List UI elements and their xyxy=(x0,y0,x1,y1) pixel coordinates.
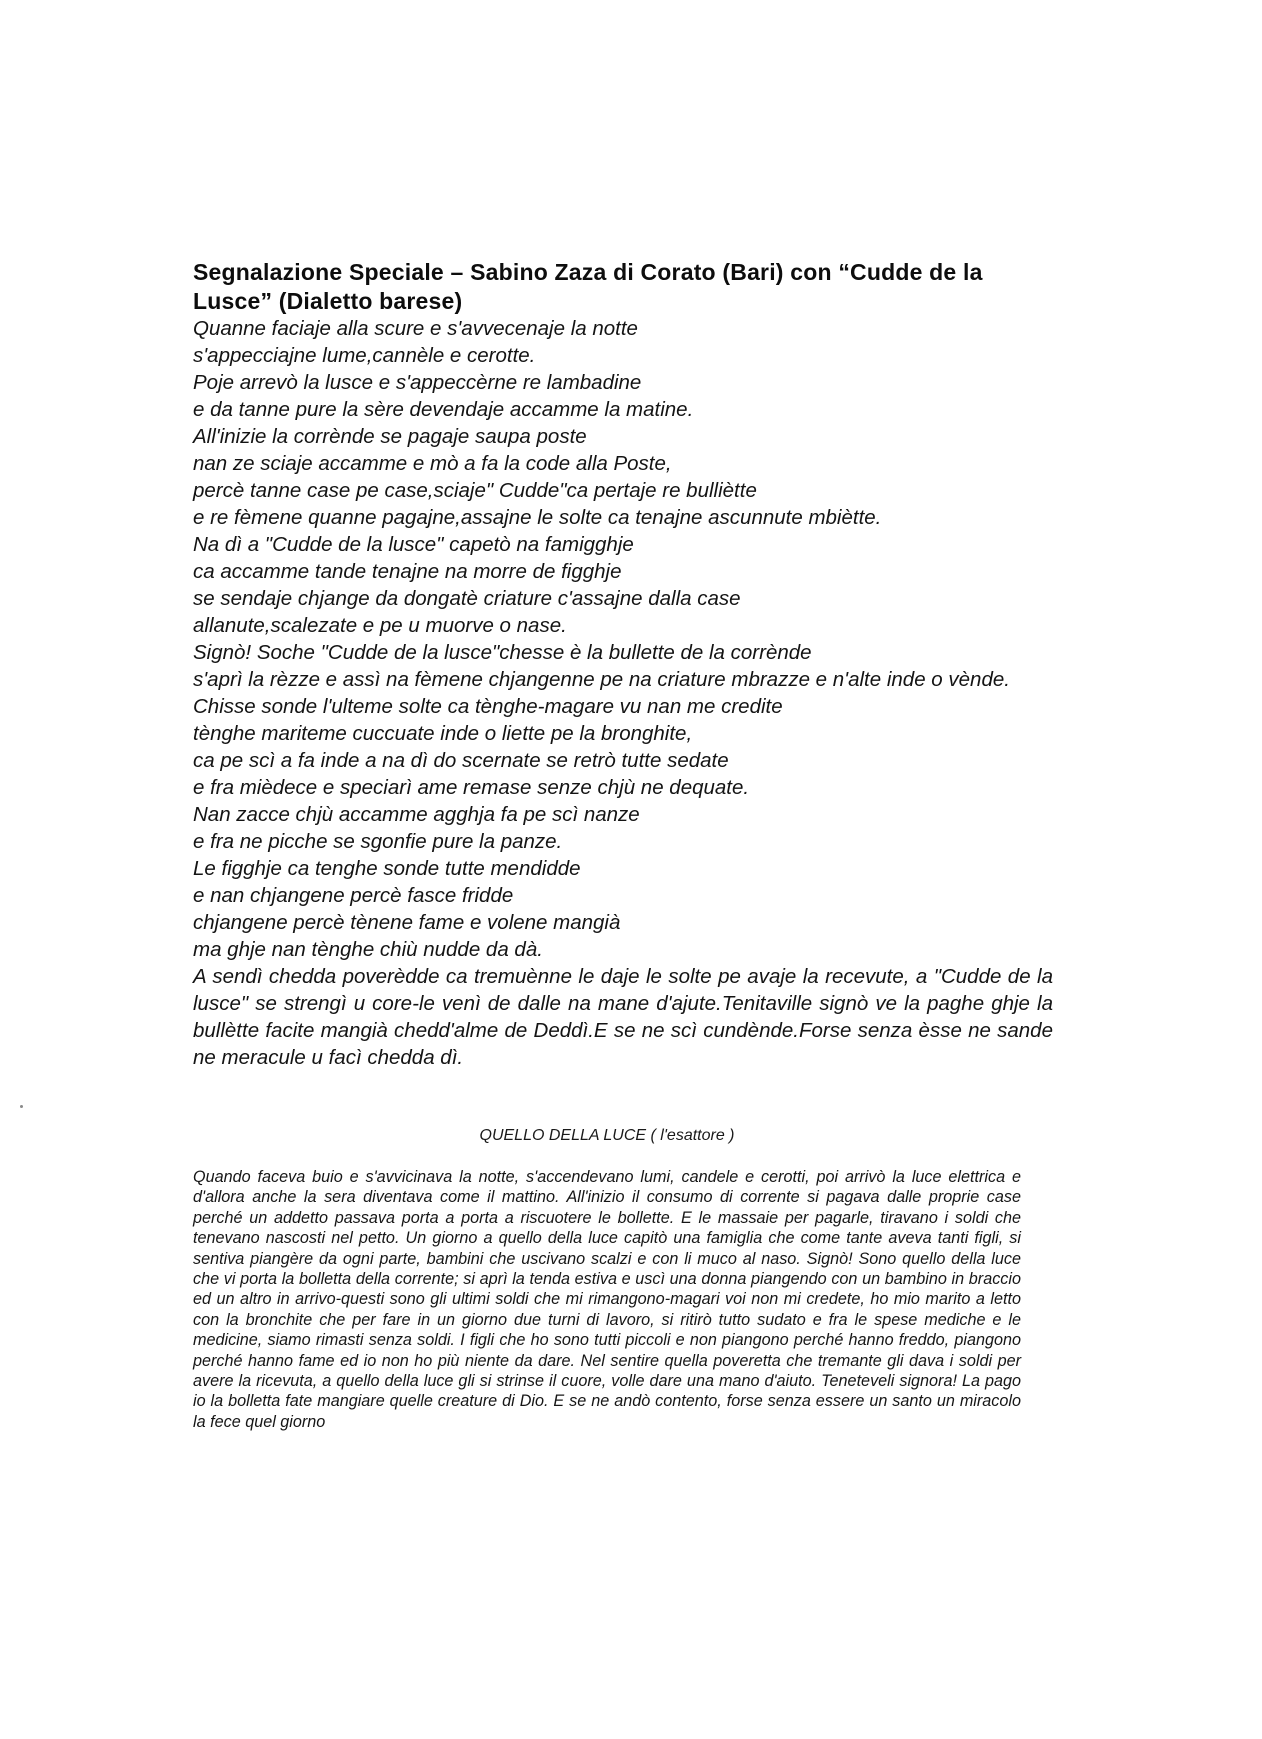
poem-line: Chisse sonde l'ulteme solte ca tènghe-magare vu nan me credite xyxy=(193,695,783,718)
poem-line: Signò! Soche "Cudde de la lusce"chesse è la bullette de la corrènde xyxy=(193,641,812,664)
poem-closing-paragraph: A sendì chedda poverèdde ca tremuènne le daje le solte pe avaje la recevute, a "Cudde de la lusce" se strengì u core-le venì de dalle na mane d'ajute.Tenitaville signò ve la paghe ghje la bullètte facite mangià chedd'alme de Deddì.E se ne scì cundènde.Forse senza èsse ne sande ne meracule u facì chedda dì. xyxy=(193,965,1053,1069)
poem-line: s'aprì la rèzze e assì na fèmene chjangenne pe na criature mbrazze e n'alte inde o vènde. xyxy=(193,668,1010,691)
poem-line: e fra ne picche se sgonfie pure la panze. xyxy=(193,830,563,853)
poem-line: ca pe scì a fa inde a na dì do scernate se retrò tutte sedate xyxy=(193,749,729,772)
scan-speck xyxy=(20,1105,23,1108)
poem-line: ma ghje nan tènghe chiù nudde da dà. xyxy=(193,938,543,961)
poem-line: allanute,scalezate e pe u muorve o nase. xyxy=(193,614,567,637)
poem-line: chjangene percè tènene fame e volene mangià xyxy=(193,911,621,934)
poem-line: All'inizie la corrènde se pagaje saupa poste xyxy=(193,425,587,448)
poem-dialect xyxy=(193,315,1053,1071)
poem-line: e da tanne pure la sère devendaje accamme la matine. xyxy=(193,398,694,421)
poem-line: ca accamme tande tenajne na morre de figghje xyxy=(193,560,622,583)
poem-line: Le figghje ca tenghe sonde tutte mendidde xyxy=(193,857,581,880)
translation-paragraph: Quando faceva buio e s'avvicinava la notte, s'accendevano lumi, candele e cerotti, poi arrivò la luce elettrica e d'allora anche la sera diventava come il mattino. All'inizio il consumo di corrente si pagava dalle proprie case perché un addetto passava porta a porta a riscuotere le bollette. E le massaie per pagarle, tiravano i soldi che tenevano nascosti nel petto. Un giorno a quello della luce capitò una famiglia che come tante aveva tanti figli, si sentiva piangère da ogni parte, bambini che uscivano scalzi e con li muco al naso. Signò! Sono quello della luce che vi porta la bolletta della corrente; si aprì la tenda estiva e uscì una donna piangendo con un bambino in braccio ed un altro in arrivo-questi sono gli ultimi soldi che mi rimangono-magari voi non mi credete, ho mio marito a letto con la bronchite che per fare in un giorno due turni di lavoro, si ritirò tutto sudato e fra le spese mediche e le medicine, siamo rimasti senza soldi. I figli che ho sono tutti piccoli e non piangono perché hanno freddo, piangono perché hanno fame ed io non ho più niente da dare. Nel sentire quella poveretta che tremante gli dava i soldi per avere la ricevuta, a quello della luce gli si strinse il cuore, volle dare una mano d'aiuto. Teneteveli signora! La pago io la bolletta fate mangiare quelle creature di Dio. E se ne andò contento, forse senza essere un santo un miracolo la fece quel giorno xyxy=(193,1168,1021,1431)
poem-line: nan ze sciaje accamme e mò a fa la code alla Poste, xyxy=(193,452,672,475)
poem-line: Poje arrevò la lusce e s'appeccèrne re lambadine xyxy=(193,371,642,394)
poem-line: e fra mièdece e speciarì ame remase senze chjù ne dequate. xyxy=(193,776,750,799)
poem-line: e re fèmene quanne pagajne,assajne le solte ca tenajne ascunnute mbiètte. xyxy=(193,506,882,529)
translation-title: QUELLO DELLA LUCE ( l'esattore ) xyxy=(479,1127,735,1144)
document-title: Segnalazione Speciale – Sabino Zaza di Corato (Bari) con “Cudde de la Lusce” (Dialetto barese) xyxy=(193,259,983,314)
poem-line: s'appecciajne lume,cannèle e cerotte. xyxy=(193,344,536,367)
poem-line: e nan chjangene percè fasce fridde xyxy=(193,884,514,907)
poem-line: Nan zacce chjù accamme agghja fa pe scì nanze xyxy=(193,803,640,826)
poem-line: se sendaje chjange da dongatè criature c'assajne dalla case xyxy=(193,587,741,610)
poem-line: Quanne faciaje alla scure e s'avvecenaje la notte xyxy=(193,317,638,340)
poem-line: Na dì a "Cudde de la lusce" capetò na famigghje xyxy=(193,533,634,556)
poem-line: tènghe mariteme cuccuate inde o liette pe la bronghite, xyxy=(193,722,693,745)
poem-line: percè tanne case pe case,sciaje" Cudde"ca pertaje re bulliètte xyxy=(193,479,757,502)
